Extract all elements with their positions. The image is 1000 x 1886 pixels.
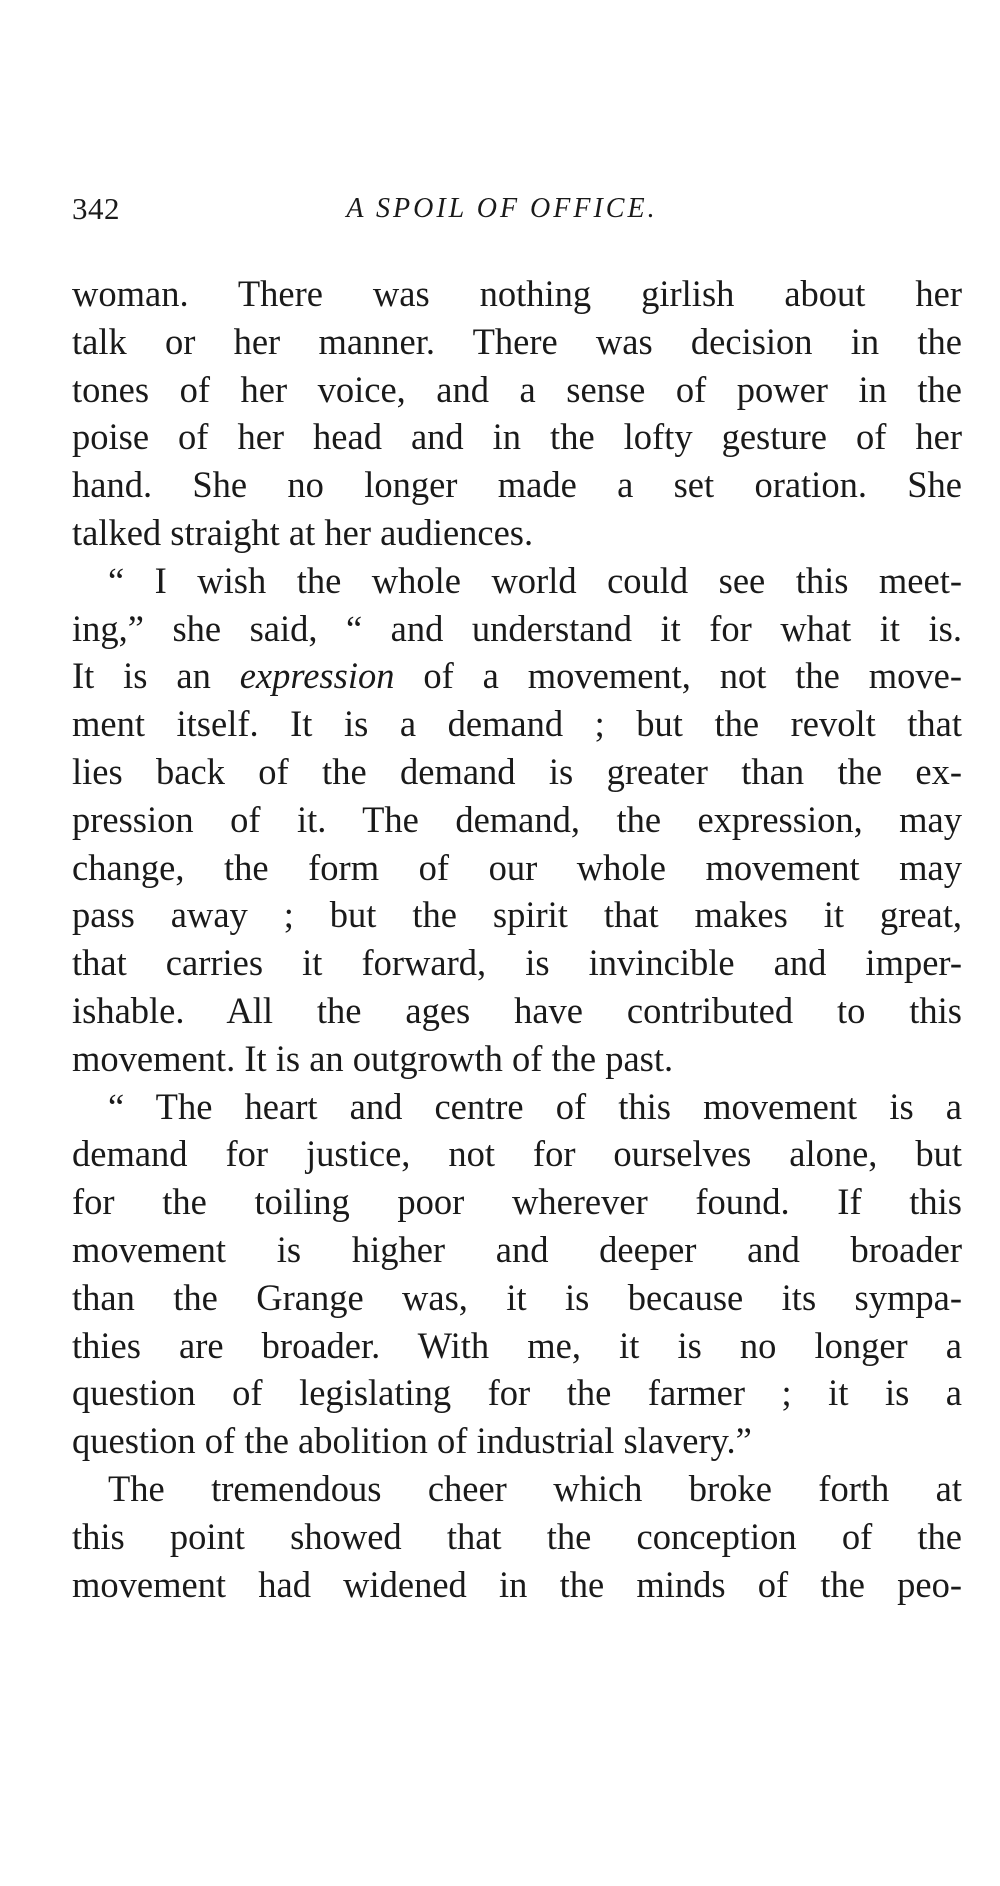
text-line: woman. There was nothing girlish about her	[72, 273, 962, 314]
text-line: pass away ; but the spirit that makes it great,	[72, 894, 962, 936]
text-line: ing,” she said, “ and understand it for what it is.	[72, 607, 962, 649]
text-line: lies back of the demand is greater than the ex-	[72, 750, 962, 792]
text-fragment: It is an	[72, 655, 211, 697]
text-line: hand. She no longer made a set oration. She	[72, 464, 962, 506]
text-line: for the toiling poor wherever found. If this	[72, 1181, 962, 1223]
running-title: A SPOIL OF OFFICE.	[346, 193, 658, 224]
text-line: movement. It is an outgrowth of the past.	[72, 1037, 674, 1079]
body-text	[72, 270, 962, 1608]
text-line: talked straight at her audiences.	[72, 511, 534, 553]
text-line: tones of her voice, and a sense of power in the	[72, 368, 962, 410]
page-header	[72, 184, 932, 234]
text-line: movement is higher and deeper and broader	[72, 1228, 962, 1270]
text-line: demand for justice, not for ourselves alone, but	[72, 1133, 962, 1175]
text-line: pression of it. The demand, the expression, may	[72, 798, 962, 840]
text-line: this point showed that the conception of the	[72, 1515, 962, 1557]
text-fragment: of a movement, not the move-	[423, 655, 962, 697]
text-line: ment itself. It is a demand ; but the revolt that	[72, 703, 962, 745]
text-line: question of the abolition of industrial slavery.”	[72, 1420, 752, 1462]
page-number: 342	[72, 191, 120, 226]
text-line: than the Grange was, it is because its sympa-	[72, 1276, 962, 1318]
text-line: movement had widened in the minds of the peo-	[72, 1563, 962, 1605]
text-line: ishable. All the ages have contributed to this	[72, 989, 962, 1031]
text-line: talk or her manner. There was decision in the	[72, 320, 962, 362]
text-line: question of legislating for the farmer ; it is a	[72, 1372, 962, 1414]
text-line: “ The heart and centre of this movement is a	[108, 1085, 962, 1127]
text-line: change, the form of our whole movement may	[72, 846, 962, 888]
text-line	[72, 652, 962, 700]
text-line: The tremendous cheer which broke forth at	[108, 1467, 962, 1509]
text-line: that carries it forward, is invincible and imper-	[72, 942, 962, 984]
text-line: thies are broader. With me, it is no longer a	[72, 1324, 962, 1366]
text-line: “ I wish the whole world could see this meet-	[108, 559, 962, 601]
text-line: poise of her head and in the lofty gesture of her	[72, 416, 962, 458]
italic-word: expression	[239, 655, 395, 697]
